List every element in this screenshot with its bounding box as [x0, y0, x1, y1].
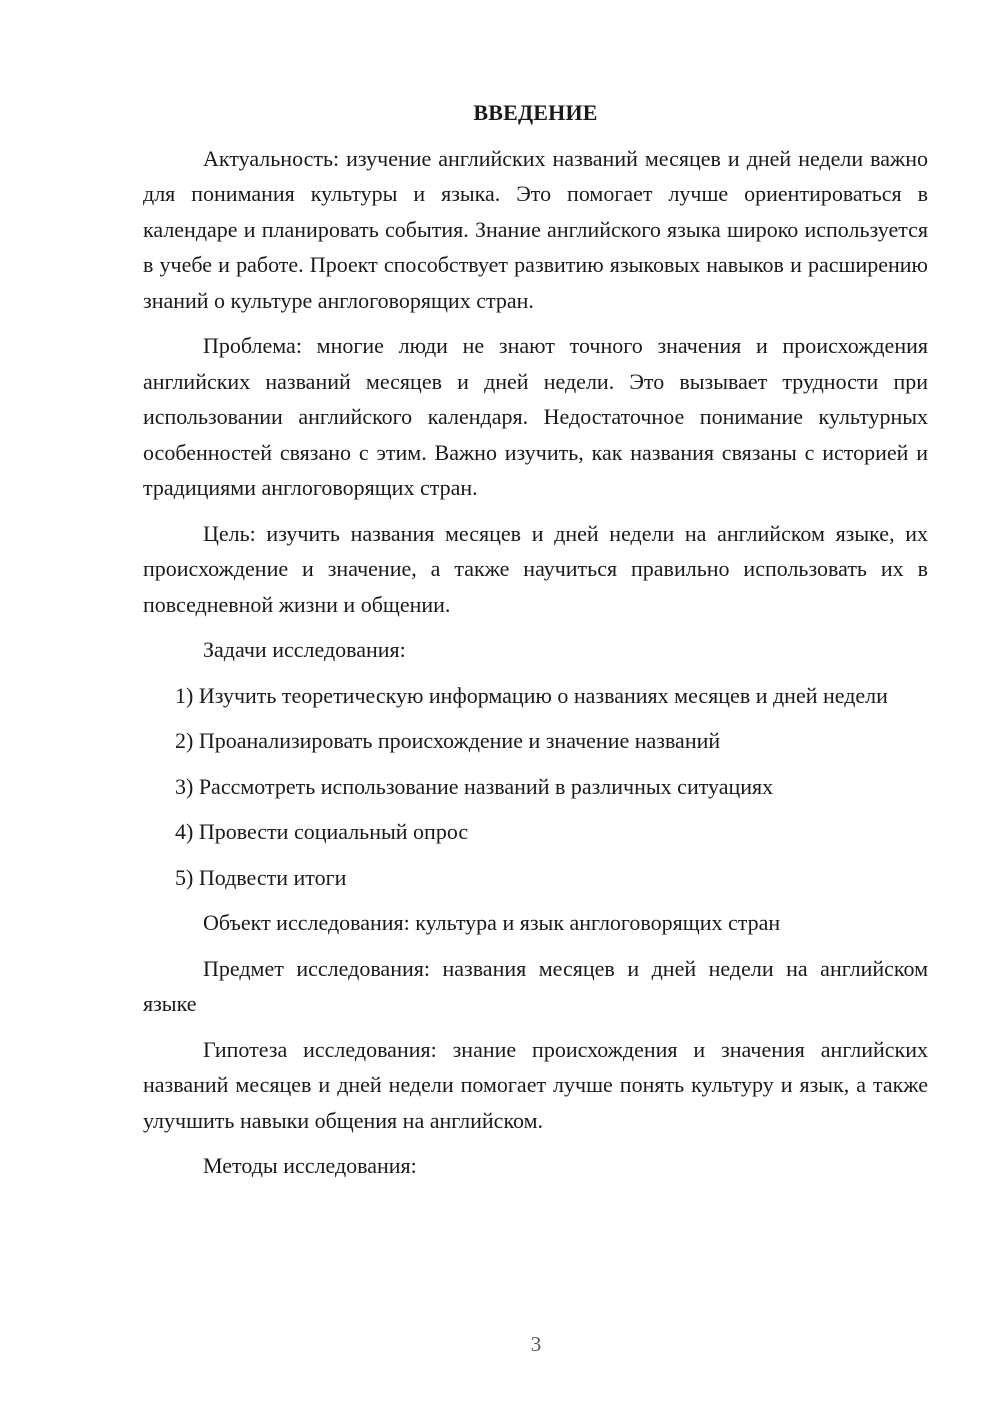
methods-heading: Методы исследования:	[203, 1153, 417, 1178]
list-item: 2) Проанализировать происхождение и значение названий	[175, 728, 721, 753]
relevance-paragraph: Актуальность: изучение английских названий месяцев и дней недели важно для понимания культуры и языка. Это помогает лучше ориентироваться в календаре и планировать события. Знание английского языка широко используется в учебе и работе. Проект способствует развитию языковых навыков и расширению знаний о культуре англоговорящих стран.	[143, 145, 928, 313]
subject-paragraph: Предмет исследования: названия месяцев и дней недели на английском языке	[143, 955, 928, 1016]
problem-paragraph: Проблема: многие люди не знают точного значения и происхождения английских названий месяцев и дней недели. Это вызывает трудности при использовании английского календаря. Недостаточное понимание культурных особенностей связано с этим. Важно изучить, как названия связаны с историей и традициями англоговорящих стран.	[143, 333, 928, 500]
document-page	[143, 95, 928, 1194]
tasks-list	[143, 678, 928, 896]
tasks-heading: Задачи исследования:	[203, 637, 406, 662]
page-number: 3	[530, 1332, 542, 1356]
hypothesis-paragraph: Гипотеза исследования: знание происхождения и значения английских названий месяцев и дней недели помогает лучше понять культуру и язык, а также улучшить навыки общения на английском.	[143, 1036, 928, 1133]
list-item: 1) Изучить теоретическую информацию о названиях месяцев и дней недели	[175, 682, 888, 708]
page-title: ВВЕДЕНИЕ	[473, 100, 598, 125]
list-item: 5) Подвести итоги	[175, 864, 347, 890]
object-paragraph: Объект исследования: культура и язык англоговорящих стран	[203, 910, 781, 935]
list-item: 4) Провести социальный опрос	[175, 819, 469, 844]
list-item: 3) Рассмотреть использование названий в различных ситуациях	[175, 773, 774, 799]
goal-paragraph: Цель: изучить названия месяцев и дней недели на английском языке, их происхождение и значение, а также научиться правильно использовать их в повседневной жизни и общении.	[143, 520, 928, 617]
